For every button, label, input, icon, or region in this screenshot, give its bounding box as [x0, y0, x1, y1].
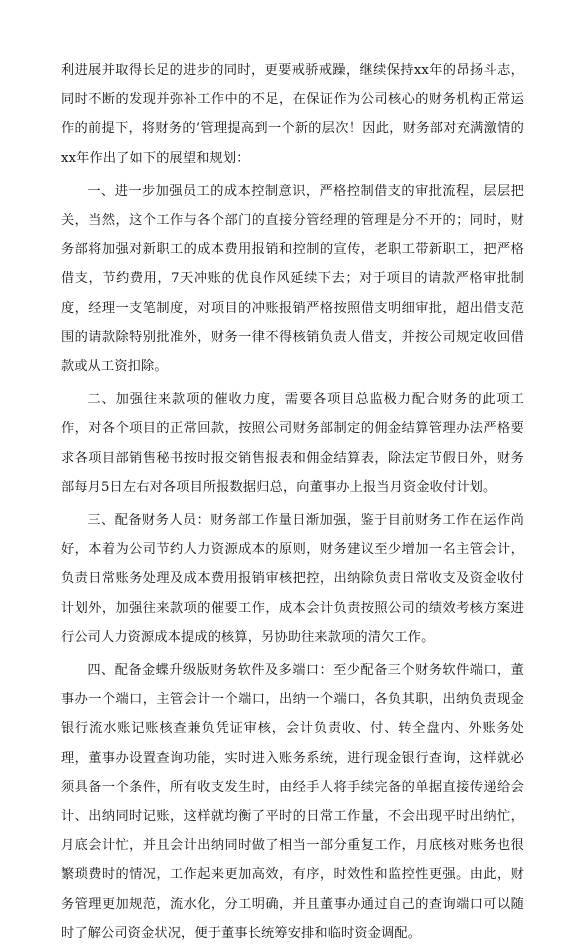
paragraph-item-4: 四、配备金蝶升级版财务软件及多端口：至少配备三个财务软件端口，董事办一个端口，主管会计一个端口，出纳一个端口，各负其职，出纳负责现金银行流水账记账核查兼负凭证审核，会计负责收、付、转全盘内、外账务处理，董事办设置查询功能，实时进入账务系统，进行现金银行查询，这样就必须具备一个条件，所有收支发生时，由经手人将手续完备的单据直接传递给会计、出纳同时记账，这样就均衡了平时的日常工作量，不会出现平时出纳忙，月底会计忙，并且会计出纳同时做了相当一部分重复工作，月底核对账务也很繁琐费时的情况，工作起来更加高效，有序，时效性和监控性更强。由此，财务管理更加规范，流水化，分工明确，并且董事办通过自己的查询端口可以随时了解公司资金状况，便于董事长统筹安排和临时资金调配。 — [61, 663, 524, 941]
paragraph-item-3: 三、配备财务人员：财务部工作量日渐加强，鉴于目前财务工作在运作尚好，本着为公司节约人力资源成本的原则，财务建议至少增加一名主管会计，负责日常账务处理及成本费用报销审核把控，出纳除负责日常收支及资金收付计划外，加强往来款项的催要工作，成本会计负责按照公司的绩效考核方案进行公司人力资源成本提成的核算，另协助往来款项的清欠工作。 — [61, 513, 524, 645]
paragraph-intro: 利进展并取得长足的进步的同时，更要戒骄戒躁，继续保持xx年的昂扬斗志，同时不断的发现并弥补工作中的不足，在保证作为公司核心的财务机构正常运作的前提下，将财务的’管理提高到一个新的层次！因此，财务部对充满激情的xx年作出了如下的展望和规划： — [61, 63, 524, 166]
paragraph-item-1: 一、进一步加强员工的成本控制意识，严格控制借支的审批流程，层层把关，当然，这个工作与各个部门的直接分管经理的管理是分不开的；同时，财务部将加强对新职工的成本费用报销和控制的宣传，老职工带新职工，把严格借支，节约费用，7天冲账的优良作风延续下去；对于项目的请款严格审批制度，经理一支笔制度，对项目的冲账报销严格按照借支明细审批，超出借支范围的请款除特别批准外，财务一律不得核销负责人借支，并按公司规定收回借款或从工资扣除。 — [61, 183, 524, 375]
paragraph-item-2: 二、加强往来款项的催收力度，需要各项目总监极力配合财务的此项工作，对各个项目的正常回款，按照公司财务部制定的佣金结算管理办法严格要求各项目部销售秘书按时报交销售报表和佣金结算表，除法定节假日外，财务部每月5日左右对各项目所报数据归总，向董事办上报当月资金收付计划。 — [61, 392, 524, 495]
document-page — [61, 56, 524, 948]
